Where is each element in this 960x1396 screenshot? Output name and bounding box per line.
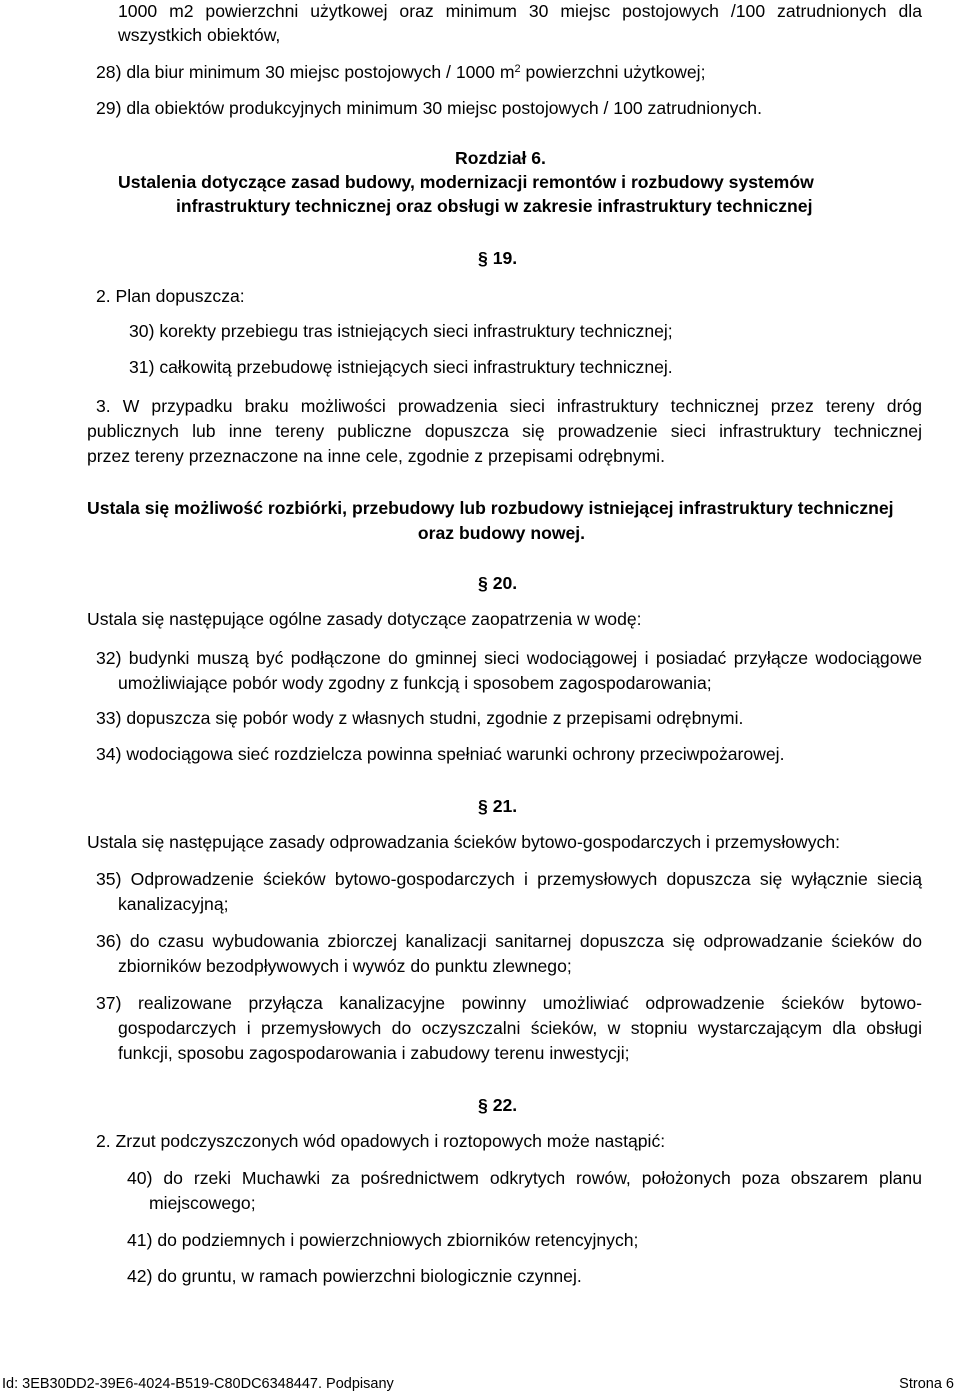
section-symbol: §	[478, 1095, 488, 1115]
top-line-2: wszystkich obiektów,	[118, 25, 281, 45]
s19-paragraph-2: 2. Plan dopuszcza:	[96, 286, 245, 306]
section-21-number: 21.	[492, 796, 518, 816]
item-37-line-1: 37) realizowane przyłącza kanalizacyjne powinny umożliwiać odprowadzenie ścieków bytowo-	[96, 993, 922, 1013]
chapter-title-line-1: Ustalenia dotyczące zasad budowy, modernizacji remontów i rozbudowy systemów	[118, 172, 814, 192]
item-35-line-1: 35) Odprowadzenie ścieków bytowo-gospodarczych i przemysłowych dopuszcza się wyłącznie siecią	[96, 869, 922, 889]
item-36-line-2: zbiorników bezodpływowych i wywóz do punktu zlewnego;	[118, 956, 572, 976]
chapter-number: Rozdział 6.	[455, 148, 546, 168]
item-40-line-1: 40) do rzeki Muchawki za pośrednictwem odkrytych rowów, położonych poza obszarem planu	[127, 1168, 922, 1188]
item-32-line-2: umożliwiające pobór wody zgodny z funkcją i sposobem zagospodarowania;	[118, 673, 712, 693]
section-22-heading	[478, 1092, 517, 1118]
item-31: 31) całkowitą przebudowę istniejących sieci infrastruktury technicznej.	[129, 357, 673, 377]
item-36-line-1: 36) do czasu wybudowania zbiorczej kanalizacji sanitarnej dopuszcza się odprowadzanie ścieków do	[96, 931, 922, 951]
s19-paragraph-3-line-2: publicznych lub inne tereny publiczne dopuszcza się prowadzenie sieci infrastruktury technicznej	[87, 421, 922, 441]
s19-paragraph-3-line-1: 3. W przypadku braku możliwości prowadzenia sieci infrastruktury technicznej przez tereny dróg	[96, 396, 922, 416]
item-40-line-2: miejscowego;	[149, 1193, 256, 1213]
item-28-superscript: 2	[514, 63, 521, 75]
section-symbol: §	[478, 573, 488, 593]
section-symbol: §	[478, 248, 488, 268]
item-28	[96, 59, 705, 85]
item-28-text: 28) dla biur minimum 30 miejsc postojowych / 1000 m	[96, 62, 515, 82]
section-21-heading	[478, 793, 517, 819]
item-30: 30) korekty przebiegu tras istniejących sieci infrastruktury technicznej;	[129, 321, 673, 341]
s19-bold-line-1: Ustala się możliwość rozbiórki, przebudowy lub rozbudowy istniejącej infrastruktury technicznej	[87, 498, 894, 518]
item-29: 29) dla obiektów produkcyjnych minimum 30 miejsc postojowych / 100 zatrudnionych.	[96, 98, 762, 118]
s22-paragraph-2: 2. Zrzut podczyszczonych wód opadowych i roztopowych może nastąpić:	[96, 1131, 666, 1151]
section-20-number: 20.	[492, 573, 518, 593]
s19-paragraph-3-line-3: przez tereny przeznaczone na inne cele, zgodnie z przepisami odrębnymi.	[87, 446, 665, 466]
section-19-heading	[478, 245, 517, 271]
item-32-line-1: 32) budynki muszą być podłączone do gminnej sieci wodociągowej i posiadać przyłącze wodociągowe	[96, 648, 922, 668]
item-34: 34) wodociągowa sieć rozdzielcza powinna spełniać warunki ochrony przeciwpożarowej.	[96, 744, 785, 764]
section-symbol: §	[478, 796, 488, 816]
item-33: 33) dopuszcza się pobór wody z własnych studni, zgodnie z przepisami odrębnymi.	[96, 708, 744, 728]
item-37-line-2: gospodarczych i przemysłowych do oczyszczalni ścieków, w stopniu wystarczającym dla obsługi	[118, 1018, 922, 1038]
section-19-number: 19.	[492, 248, 518, 268]
item-35-line-2: kanalizacyjną;	[118, 894, 229, 914]
s20-intro: Ustala się następujące ogólne zasady dotyczące zaopatrzenia w wodę:	[87, 609, 642, 629]
item-28-text-end: powierzchni użytkowej;	[520, 62, 706, 82]
s21-intro: Ustala się następujące zasady odprowadzania ścieków bytowo-gospodarczych i przemysłowych:	[87, 832, 840, 852]
section-22-number: 22.	[492, 1095, 518, 1115]
s19-bold-line-2: oraz budowy nowej.	[417, 523, 586, 543]
item-41: 41) do podziemnych i powierzchniowych zbiorników retencyjnych;	[127, 1230, 639, 1250]
item-42: 42) do gruntu, w ramach powierzchni biologicznie czynnej.	[127, 1266, 582, 1286]
item-37-line-3: funkcji, sposobu zagospodarowania i zabudowy terenu inwestycji;	[118, 1043, 630, 1063]
section-20-heading	[478, 570, 517, 596]
footer-document-id: Id: 3EB30DD2-39E6-4024-B519-C80DC6348447. Podpisany	[2, 1376, 394, 1392]
footer-page-number: Strona 6	[899, 1376, 954, 1392]
top-line-1: 1000 m2 powierzchni użytkowej oraz minimum 30 miejsc postojowych /100 zatrudnionych dla	[118, 1, 922, 21]
chapter-title-line-2: infrastruktury technicznej oraz obsługi w zakresie infrastruktury technicznej	[176, 196, 813, 216]
